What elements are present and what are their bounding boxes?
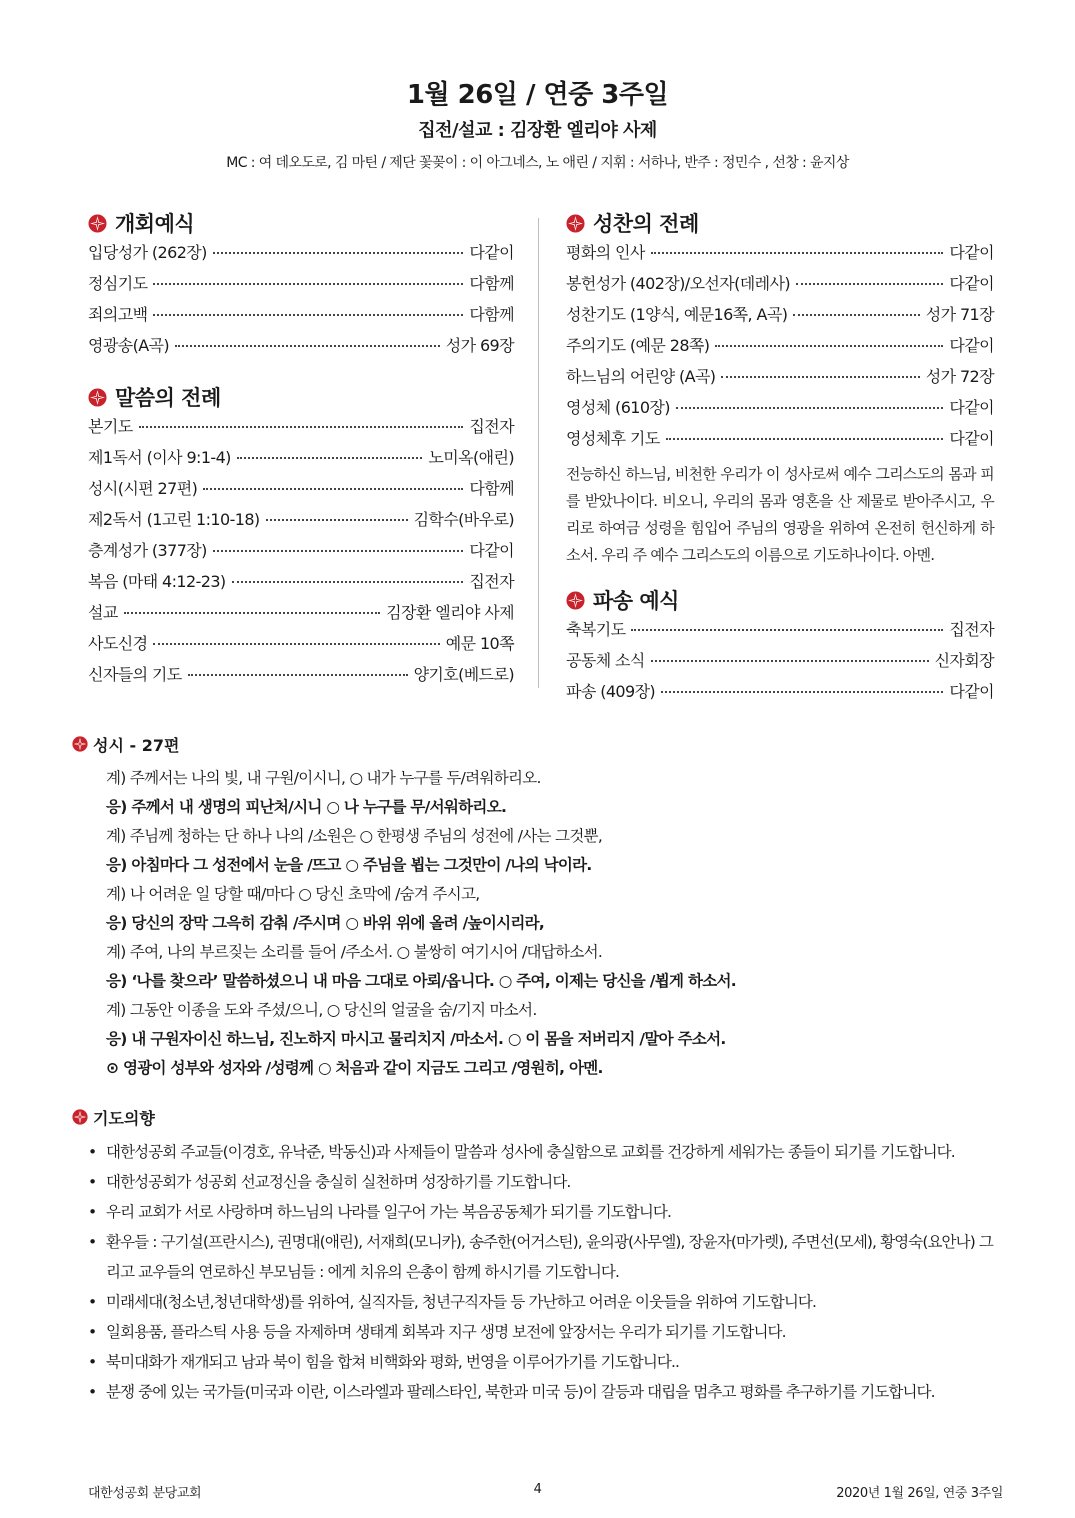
order-value: 성가 69장	[445, 336, 514, 355]
intention-item	[88, 1377, 1006, 1407]
order-row	[88, 600, 514, 631]
order-list	[88, 414, 514, 693]
psalm-line: 계) 나 어려운 일 당할 때/마다 ○ 당신 초막에 /숨겨 주시고,	[106, 885, 480, 903]
right-column	[566, 206, 994, 710]
order-value: 다같이	[949, 682, 994, 701]
order-value: 집전자	[949, 620, 994, 639]
order-label: 신자들의 기도	[88, 665, 182, 684]
order-label: 설교	[88, 603, 118, 622]
order-label: 제1독서 (이사 9:1-4)	[88, 448, 231, 467]
order-value: 김장환 엘리야 사제	[386, 603, 514, 622]
intentions-heading-text: 기도의향	[93, 1108, 155, 1128]
psalm-line: 계) 주님께 청하는 단 하나 나의 /소원은 ○ 한평생 주님의 성전에 /사는 그것뿐,	[106, 827, 603, 845]
order-value: 노미옥(애린)	[428, 448, 514, 467]
order-value: 신자회장	[934, 651, 994, 670]
psalm-text	[106, 764, 1006, 1083]
celebrant-line: 집전/설교 : 김장환 엘리야 사제	[418, 120, 657, 141]
intention-text: 환우들 : 구기설(프란시스), 권명대(애린), 서재희(모니카), 송주한(어거스틴), 윤의광(사무엘), 장윤자(마가렛), 주면선(모세), 황영숙(요안나) 그리고 교우들의 연로하신 부모님들 : 에게 치유의 은총이 함께 하시기를 기도합니다.	[106, 1233, 993, 1281]
section-heading	[566, 583, 994, 617]
intention-text: 미래세대(청소년,청년대학생)를 위하여, 실직자들, 청년구직자들 등 가난하고 어려운 이웃들을 위하여 기도합니다.	[106, 1293, 817, 1311]
leader-dots	[213, 252, 464, 254]
bullet: •	[88, 1353, 97, 1371]
psalm-line: 계) 그동안 이종을 도와 주셨/으니, ○ 당신의 얼굴을 숨/기지 마소서.	[106, 1001, 537, 1019]
order-value: 집전자	[469, 572, 514, 591]
order-value: 다함께	[469, 274, 514, 293]
order-label: 복음 (마태 4:12-23)	[88, 572, 226, 591]
order-label: 하느님의 어린양 (A곡)	[566, 367, 716, 386]
anglican-cross-icon	[566, 214, 585, 233]
section-heading	[88, 206, 514, 240]
order-label: 죄의고백	[88, 305, 148, 324]
anglican-cross-icon	[72, 1109, 88, 1125]
order-value: 다같이	[949, 398, 994, 417]
footer-church: 대한성공회 분당교회	[88, 1486, 202, 1501]
bullet: •	[88, 1383, 97, 1401]
order-value: 다같이	[949, 274, 994, 293]
order-value: 다같이	[469, 243, 514, 262]
intention-text: 북미대화가 재개되고 남과 북이 힘을 합쳐 비핵화와 평화, 번영을 이루어가기를 기도합니다..	[106, 1353, 680, 1371]
order-label: 영성체 (610장)	[566, 398, 670, 417]
intention-item	[88, 1287, 1006, 1317]
order-row	[566, 302, 994, 333]
section-word	[88, 380, 514, 693]
order-label: 파송 (409장)	[566, 682, 656, 701]
leader-dots	[266, 519, 408, 521]
order-label: 성시(시편 27편)	[88, 479, 198, 498]
section-heading	[88, 380, 514, 414]
order-value: 다함께	[469, 479, 514, 498]
order-label: 공동체 소식	[566, 651, 645, 670]
leader-dots	[213, 550, 464, 552]
order-value: 다같이	[469, 541, 514, 560]
psalm-line: 응) 당신의 장막 그윽히 감춰 /주시며 ○ 바위 위에 올려 /높이시리라,	[106, 914, 545, 932]
psalm-heading-text: 성시 - 27편	[93, 735, 180, 755]
order-value: 성가 71장	[925, 305, 994, 324]
order-row	[88, 414, 514, 445]
left-column	[88, 206, 514, 693]
bullet: •	[88, 1173, 97, 1191]
order-row	[566, 679, 994, 710]
intention-text: 우리 교회가 서로 사랑하며 하느님의 나라를 일구어 가는 복음공동체가 되기를 기도합니다.	[106, 1203, 672, 1221]
psalm-line: 응) 아침마다 그 성전에서 눈을 /뜨고 ○ 주님을 뵙는 그것만이 /나의 낙이라.	[106, 856, 592, 874]
intentions-heading	[72, 1106, 155, 1128]
section-heading-text: 성찬의 전례	[593, 212, 699, 236]
psalm-heading	[72, 733, 179, 755]
intention-text: 대한성공회 주교들(이경호, 유낙준, 박동신)과 사제들이 말씀과 성사에 충실함으로 교회를 건강하게 세워가는 종들이 되기를 기도합니다.	[106, 1143, 955, 1161]
order-label: 영광송(A곡)	[88, 336, 170, 355]
leader-dots	[124, 612, 380, 614]
anglican-cross-icon	[88, 214, 107, 233]
order-row	[566, 617, 994, 648]
order-row	[88, 569, 514, 600]
column-divider	[538, 218, 539, 688]
intention-text: 대한성공회가 성공회 선교정신을 충실히 실천하며 성장하기를 기도합니다.	[106, 1173, 571, 1191]
section-heading-text: 파송 예식	[593, 589, 679, 613]
leader-dots	[715, 345, 943, 347]
order-value: 성가 72장	[925, 367, 994, 386]
bullet: •	[88, 1293, 97, 1311]
leader-dots	[796, 283, 943, 285]
intention-item	[88, 1227, 1006, 1287]
order-value: 김학수(바우로)	[413, 510, 514, 529]
leader-dots	[153, 283, 463, 285]
section-dismissal	[566, 583, 994, 710]
intention-text: 일회용품, 플라스틱 사용 등을 자제하며 생태계 회복과 지구 생명 보전에 앞장서는 우리가 되기를 기도합니다.	[106, 1323, 786, 1341]
order-row	[88, 662, 514, 693]
psalm-line: 응) 주께서 내 생명의 피난처/시니 ○ 나 누구를 무/서워하리오.	[106, 798, 507, 816]
order-row	[88, 302, 514, 333]
footer-date: 2020년 1월 26일, 연중 3주일	[836, 1486, 1003, 1501]
order-value: 예문 10쪽	[445, 634, 514, 653]
bullet: •	[88, 1143, 97, 1161]
intention-item	[88, 1167, 1006, 1197]
order-row	[88, 271, 514, 302]
leader-dots	[793, 314, 919, 316]
order-label: 영성체후 기도	[566, 429, 660, 448]
page-title: 1월 26일 / 연중 3주일	[406, 80, 669, 110]
order-label: 층계성가 (377장)	[88, 541, 207, 560]
order-row	[88, 240, 514, 271]
psalm-line: ⊙ 영광이 성부와 성자와 /성령께 ○ 처음과 같이 지금도 그리고 /영원히, 아멘.	[106, 1059, 603, 1077]
order-label: 주의기도 (예문 28쪽)	[566, 336, 710, 355]
order-label: 입당성가 (262장)	[88, 243, 207, 262]
psalm-line: 계) 주께서는 나의 빛, 내 구원/이시니, ○ 내가 누구를 두/려워하리오.	[106, 769, 541, 787]
leader-dots	[175, 345, 440, 347]
order-row	[88, 538, 514, 569]
intention-item	[88, 1317, 1006, 1347]
bullet: •	[88, 1203, 97, 1221]
intention-item	[88, 1197, 1006, 1227]
order-row	[566, 426, 994, 457]
leader-dots	[188, 674, 408, 676]
bullet: •	[88, 1233, 97, 1251]
leader-dots	[666, 438, 944, 440]
order-list	[566, 240, 994, 457]
order-label: 봉헌성가 (402장)/오선자(데레사)	[566, 274, 791, 293]
order-label: 축복기도	[566, 620, 626, 639]
order-row	[566, 240, 994, 271]
psalm-line: 계) 주여, 나의 부르짖는 소리를 들어 /주소서. ○ 불쌍히 여기시어 /대답하소서.	[106, 943, 603, 961]
psalm-line: 응) 내 구원자이신 하느님, 진노하지 마시고 물리치지 /마소서. ○ 이 몸을 저버리지 /말아 주소서.	[106, 1030, 726, 1048]
leader-dots	[661, 691, 943, 693]
anglican-cross-icon	[72, 736, 88, 752]
leader-dots	[153, 643, 439, 645]
intention-item	[88, 1347, 1006, 1377]
order-label: 사도신경	[88, 634, 148, 653]
order-row	[566, 333, 994, 364]
order-value: 다같이	[949, 243, 994, 262]
anglican-cross-icon	[566, 591, 585, 610]
anglican-cross-icon	[88, 388, 107, 407]
leader-dots	[631, 629, 943, 631]
order-value: 양기호(베드로)	[413, 665, 514, 684]
leader-dots	[651, 252, 944, 254]
post-communion-prayer: 전능하신 하느님, 비천한 우리가 이 성사로써 예수 그리스도의 몸과 피를 받았나이다. 비오니, 우리의 몸과 영혼을 산 제물로 받아주시고, 우리로 하여금 성령을 힘입어 주님의 영광을 위하여 온전히 헌신하게 하소서. 우리 주 예수 그리스도의 이름으로 기도하나이다. 아멘.	[566, 465, 994, 564]
section-heading-text: 개회예식	[115, 212, 195, 236]
order-row	[88, 445, 514, 476]
order-row	[88, 507, 514, 538]
order-row	[88, 333, 514, 364]
order-label: 정심기도	[88, 274, 148, 293]
roles-line: MC : 여 데오도로, 김 마틴 / 제단 꽃꽂이 : 이 아그네스, 노 애린 / 지휘 : 서하나, 반주 : 정민수 , 선창 : 윤지상	[226, 155, 849, 171]
order-row	[566, 395, 994, 426]
leader-dots	[676, 407, 943, 409]
intentions-list	[88, 1137, 1006, 1407]
order-label: 본기도	[88, 417, 133, 436]
order-label: 성찬기도 (1양식, 예문16쪽, A곡)	[566, 305, 788, 324]
intention-text: 분쟁 중에 있는 국가들(미국과 이란, 이스라엘과 팔레스타인, 북한과 미국 등)이 갈등과 대립을 멈추고 평화를 추구하기를 기도합니다.	[106, 1383, 935, 1401]
psalm-line: 응) ‘나를 찾으라’ 말씀하셨으니 내 마음 그대로 아뢰/옵니다. ○ 주여, 이제는 당신을 /뵙게 하소서.	[106, 972, 736, 990]
section-opening	[88, 206, 514, 364]
order-value: 다함께	[469, 305, 514, 324]
section-eucharist	[566, 206, 994, 569]
order-list	[566, 617, 994, 710]
order-list	[88, 240, 514, 364]
leader-dots	[139, 426, 464, 428]
order-row	[566, 271, 994, 302]
leader-dots	[651, 660, 929, 662]
leader-dots	[237, 457, 423, 459]
order-label: 평화의 인사	[566, 243, 645, 262]
leader-dots	[232, 581, 464, 583]
order-row	[566, 648, 994, 679]
order-row	[88, 631, 514, 662]
bullet: •	[88, 1323, 97, 1341]
order-row	[88, 476, 514, 507]
order-label: 제2독서 (1고린 1:10-18)	[88, 510, 260, 529]
order-value: 집전자	[469, 417, 514, 436]
leader-dots	[721, 376, 919, 378]
leader-dots	[153, 314, 463, 316]
order-value: 다같이	[949, 336, 994, 355]
footer-page-number: 4	[533, 1482, 542, 1497]
order-value: 다같이	[949, 429, 994, 448]
leader-dots	[203, 488, 463, 490]
section-heading-text: 말씀의 전례	[115, 386, 221, 410]
order-row	[566, 364, 994, 395]
intention-item	[88, 1137, 1006, 1167]
section-heading	[566, 206, 994, 240]
